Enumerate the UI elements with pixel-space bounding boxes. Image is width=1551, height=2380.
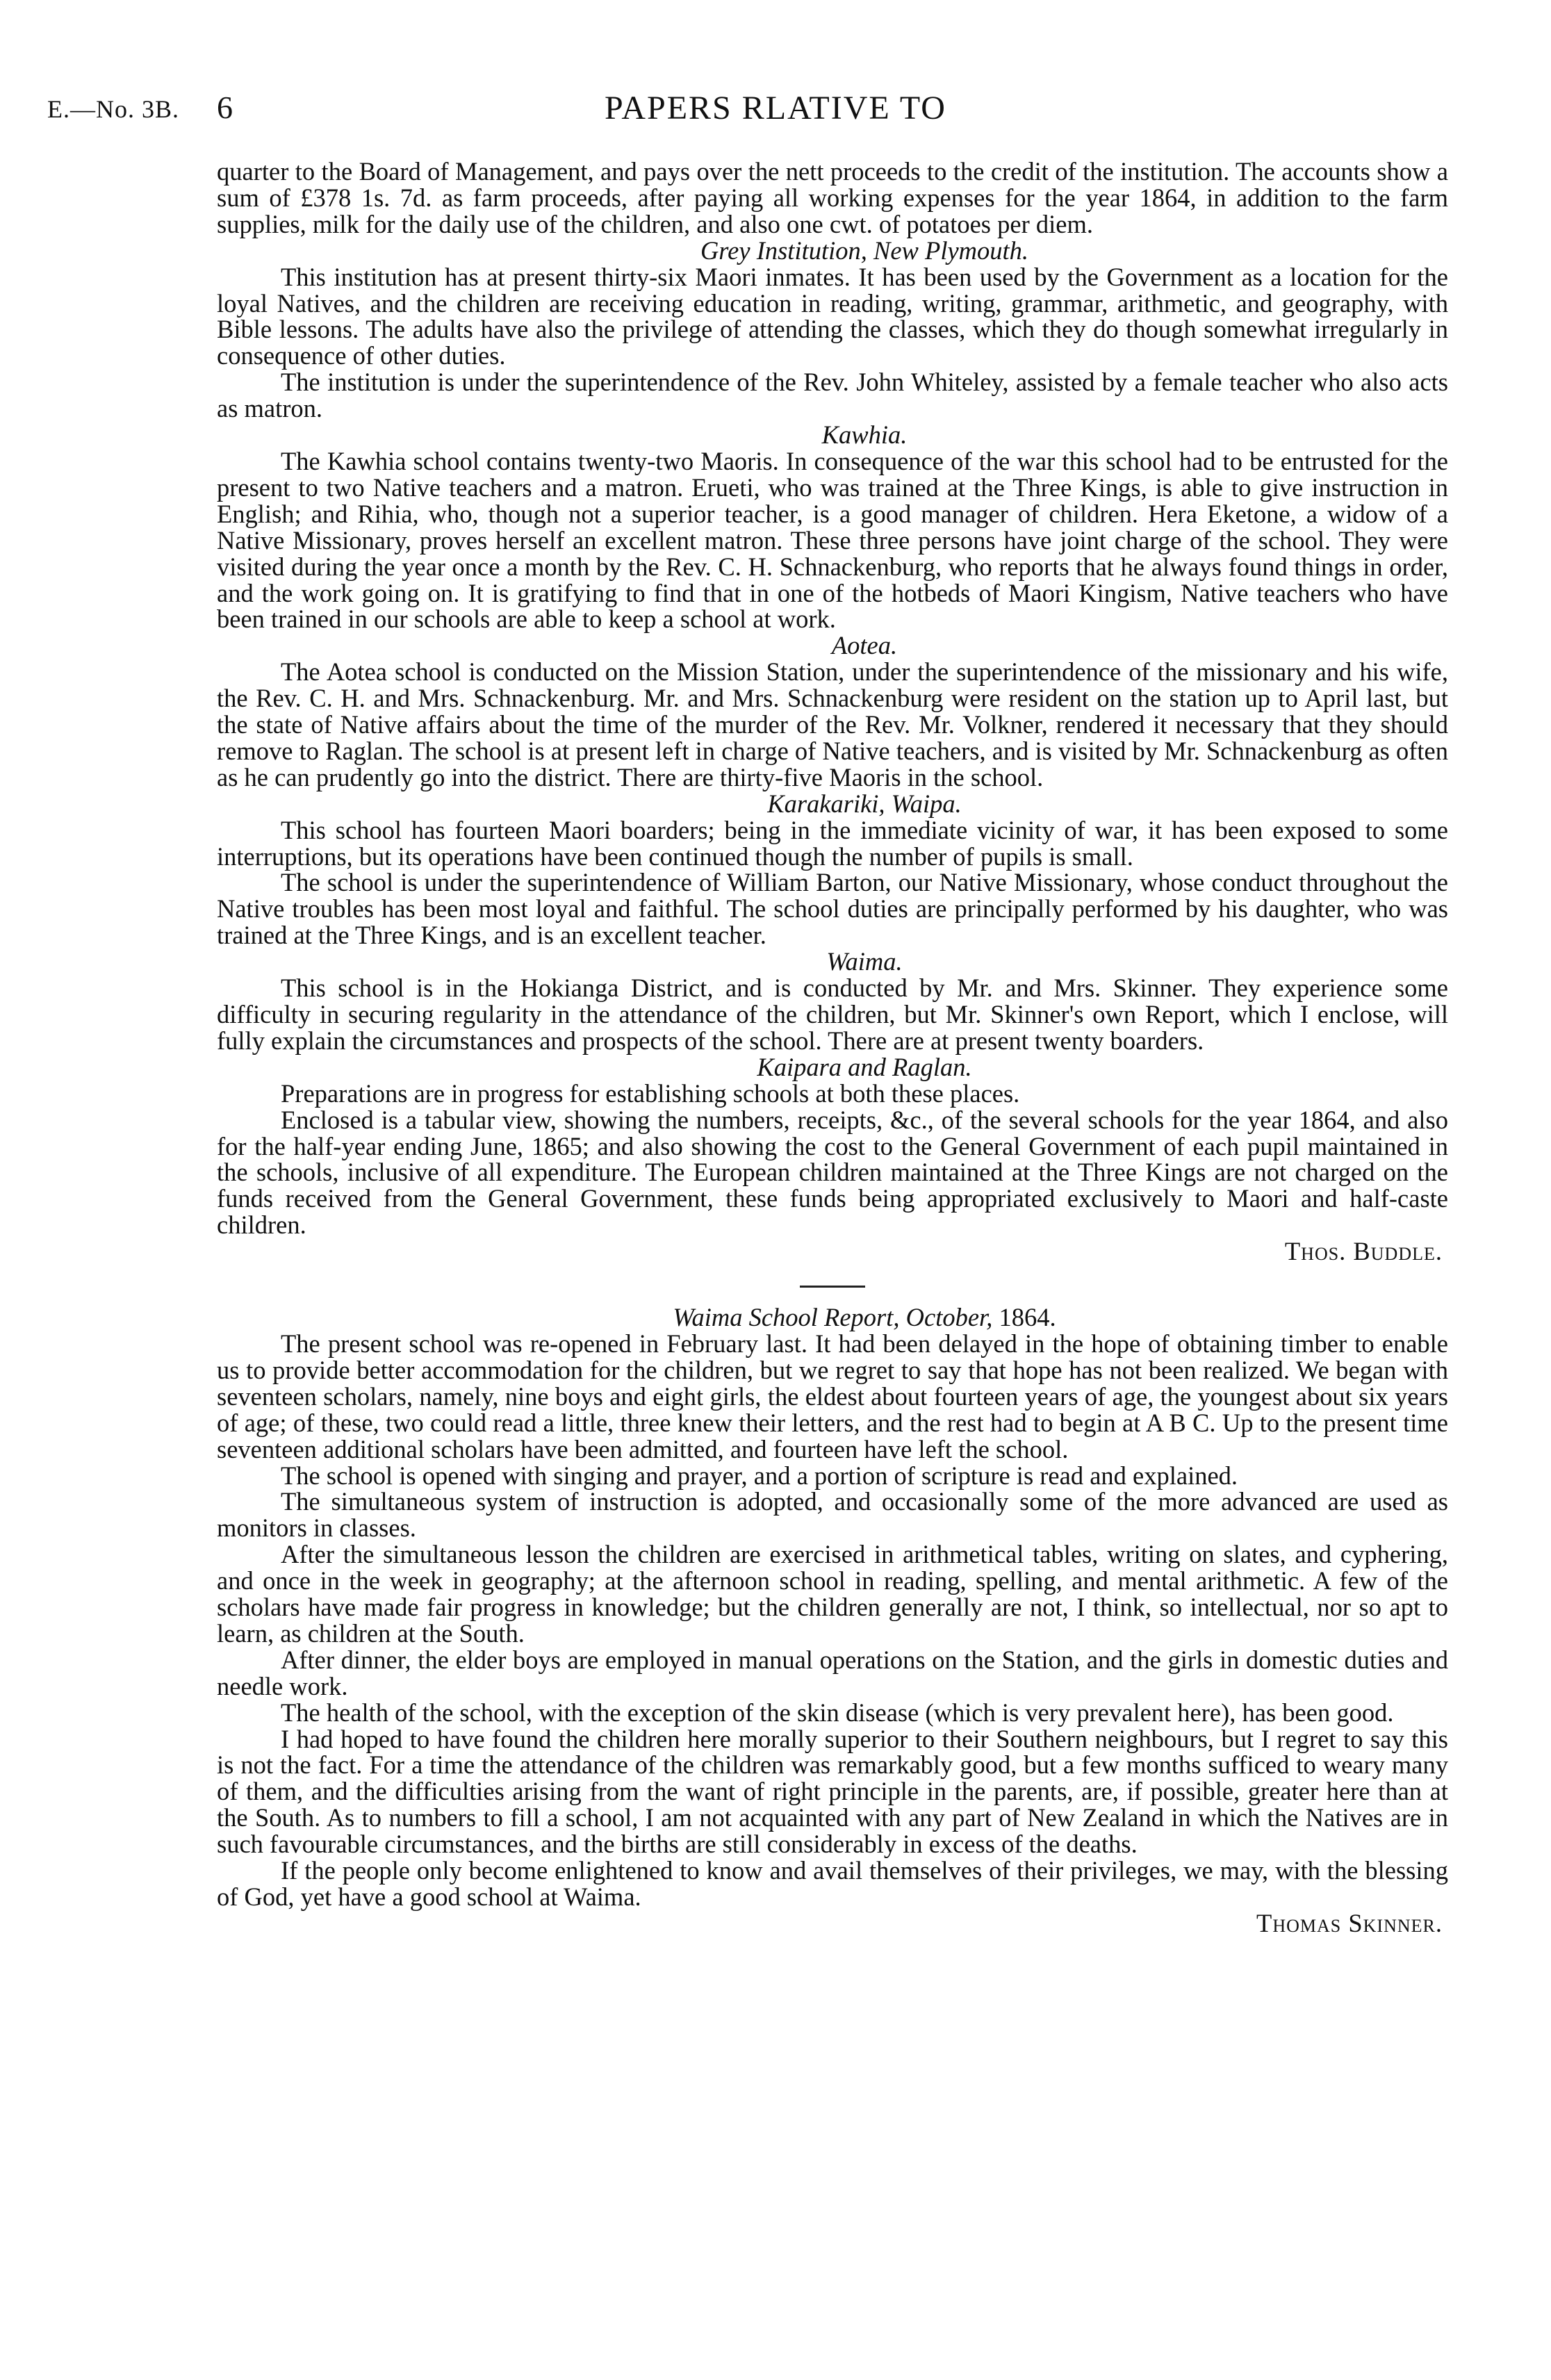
paragraph: This school is in the Hokianga District, and is conducted by Mr. and Mrs. Skinner. They experience some difficulty in securing regularity in the attendance of the children, but Mr. Skinner's own Report, which I enclose, will fully explain the circumstances and prospects of the school. There are at present twenty boarders. [217, 974, 1448, 1055]
section-heading-kaipara-raglan: Kaipara and Raglan. [757, 1052, 972, 1081]
document-reference: E.—No. 3B. [47, 95, 179, 123]
paragraph: The Kawhia school contains twenty-two Maoris. In consequence of the war this school had to be entrusted for the present to two Native teachers and a matron. Erueti, who was trained at the Three Kings, is able to give instruction in English; and Rihia, who, though not a superior teacher, is a good manager of children. Hera Eketone, a widow of a Native Missionary, proves herself an excellent matron. These three persons have joint charge of the school. They were visited during the year once a month by the Rev. C. H. Schnackenburg, who reports that he always found things in order, and the work going on. It is gratifying to find that in one of the hotbeds of Maori Kingism, Native teachers who have been trained in our schools are able to keep a school at work. [217, 446, 1448, 634]
paragraph: This institution has at present thirty-six Maori inmates. It has been used by the Government as a location for the loyal Natives, and the children are receiving education in reading, writing, grammar, arithmetic, and geography, with Bible lessons. The adults have also the privilege of attending the classes, which they do though somewhat irregularly in consequence of other duties. [217, 262, 1448, 370]
paragraph: Preparations are in progress for establishing schools at both these places. [281, 1078, 1020, 1108]
paragraph: Enclosed is a tabular view, showing the numbers, receipts, &c., of the several schools for the year 1864, and also for the half-year ending June, 1865; and also showing the cost to the General Government of each pupil maintained in the schools, inclusive of all expenditure. The European children maintained at the Three Kings are not charged on the funds received from the General Government, these funds being appropriated exclusively to Maori and half-caste children. [217, 1105, 1448, 1240]
signature-skinner: Thomas Skinner. [1256, 1908, 1443, 1937]
paragraph: The institution is under the superintendence of the Rev. John Whiteley, assisted by a female teacher who also acts as matron. [217, 368, 1448, 423]
signature-buddle: Thos. Buddle. [1284, 1237, 1443, 1266]
continuation-paragraph: quarter to the Board of Management, and pays over the nett proceeds to the credit of the institution. The accounts show a sum of £378 1s. 7d. as farm proceeds, after paying all working expenses for the year 1864, in addition to the farm supplies, milk for the daily use of the children, and also one cwt. of potatoes per diem. [217, 157, 1448, 238]
running-title: PAPERS RLATIVE TO [605, 90, 946, 126]
report-paragraph: After dinner, the elder boys are employed in manual operations on the Station, and the girls in domestic duties and needle work. [217, 1645, 1448, 1700]
page-number: 6 [217, 90, 233, 125]
report-paragraph: If the people only become enlightened to know and avail themselves of their privileges, we may, with the blessing of God, yet have a good school at Waima. [217, 1856, 1448, 1911]
section-heading-waima: Waima. [826, 947, 903, 976]
report-paragraph: The present school was re-opened in February last. It had been delayed in the hope of obtaining timber to enable us to provide better accommodation for the children, but we regret to say that hope has not been realized. We began with seventeen scholars, namely, nine boys and eight girls, the eldest about fourteen years of age, the youngest about six years of age; of these, two could read a little, three knew their letters, and the rest had to begin at A B C. Up to the present time seventeen additional scholars have been admitted, and fourteen have left the school. [217, 1329, 1448, 1463]
report-paragraph: The health of the school, with the exception of the skin disease (which is very prevalent here), has been good. [281, 1698, 1394, 1727]
section-heading-aotea: Aotea. [831, 631, 898, 660]
section-heading-karakariki: Karakariki, Waipa. [767, 789, 962, 818]
section-heading-kawhia: Kawhia. [821, 420, 908, 450]
paragraph: The Aotea school is conducted on the Mission Station, under the superintendence of the missionary and his wife, the Rev. C. H. and Mrs. Schnackenburg. Mr. and Mrs. Schnackenburg were resident on the station up to April last, but the state of Native affairs about the time of the murder of the Rev. Mr. Volkner, rendered it necessary that they should remove to Raglan. The school is at present left in charge of Native teachers, and is visited by Mr. Schnackenburg as often as he can prudently go into the district. There are thirty-five Maoris in the school. [217, 657, 1448, 791]
report-paragraph: I had hoped to have found the children here morally superior to their Southern neighbours, but I regret to say this is not the fact. For a time the attendance of the children was remarkably good, but a few months sufficed to weary many of them, and the difficulties arising from the want of right principle in the parents, are, if possible, greater here than at the South. As to numbers to fill a school, I am not acquainted with any part of New Zealand in which the Natives are in such favourable circumstances, and the births are still considerably in excess of the deaths. [217, 1724, 1448, 1859]
body-text [217, 158, 1448, 1937]
report-paragraph: The school is opened with singing and prayer, and a portion of scripture is read and explained. [281, 1461, 1238, 1490]
report-title-text: Waima School Report, October, [673, 1303, 993, 1332]
paragraph: This school has fourteen Maori boarders; being in the immediate vicinity of war, it has been exposed to some interruptions, but its operations have been continued though the number of pupils is small. [217, 815, 1448, 871]
report-title-year: 1864. [999, 1303, 1056, 1332]
report-paragraph: The simultaneous system of instruction is adopted, and occasionally some of the more advanced are used as monitors in classes. [217, 1487, 1448, 1543]
page-header [0, 89, 1551, 131]
paragraph: The school is under the superintendence of William Barton, our Native Missionary, whose conduct throughout the Native troubles has been most loyal and faithful. The school duties are principally performed by his daughter, who was trained at the Three Kings, and is an excellent teacher. [217, 868, 1448, 950]
section-heading-grey-institution: Grey Institution, New Plymouth. [700, 236, 1029, 265]
section-divider [800, 1286, 865, 1288]
report-paragraph: After the simultaneous lesson the children are exercised in arithmetical tables, writing on slates, and cyphering, and once in the week in geography; at the afternoon school in reading, spelling, and mental arithmetic. A few of the scholars have made fair progress in knowledge; but the children generally are not, I think, so intellectual, nor so apt to learn, as children at the South. [217, 1540, 1448, 1648]
report-title [217, 1304, 1448, 1331]
